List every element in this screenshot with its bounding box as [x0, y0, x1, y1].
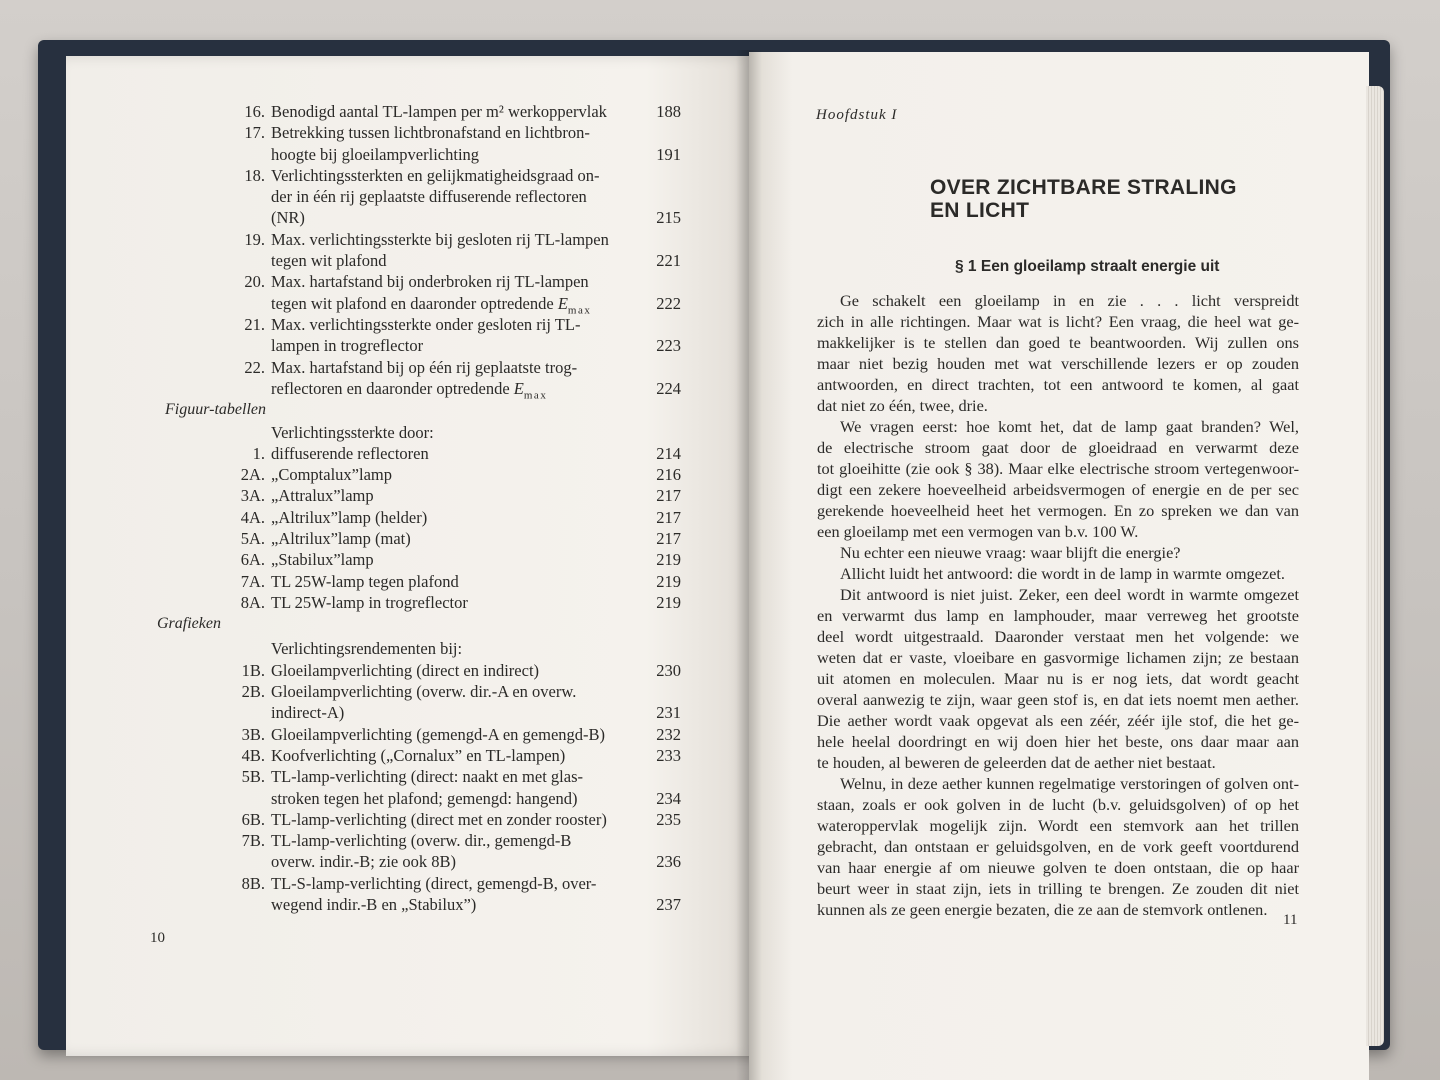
- toc-entry-text: Gloeilampverlichting (gemengd-A en gemengd-B): [271, 724, 606, 744]
- toc-entry-text: indirect-A): [271, 703, 345, 723]
- toc-entry-text: Max. verlichtingssterkte bij gesloten rij TL-lampen: [271, 229, 609, 249]
- chapter-title-line: EN LICHT: [930, 199, 1030, 222]
- toc-entry-page: 224: [656, 378, 681, 398]
- body-text-line: digt een zekere hoeveelheid arbeidsvermogen of energie en de per sec: [817, 480, 1299, 499]
- page-number-right: 11: [1283, 912, 1298, 928]
- toc-entry-text: overw. indir.-B; zie ook 8B): [271, 852, 456, 872]
- toc-entry-text: Max. verlichtingssterkte onder gesloten rij TL-: [271, 315, 581, 334]
- toc-entry-page: 223: [656, 336, 681, 356]
- body-text-line: Die aether wordt vaak opgevat als een zéér, zéér ijle stof, die het ge-: [817, 711, 1299, 730]
- toc-entry-number: 7A.: [240, 571, 265, 591]
- toc-entry-number: 19.: [244, 229, 265, 249]
- toc-entry-page: 233: [656, 746, 681, 765]
- toc-entry-text: der in één rij geplaatste diffuserende reflectoren: [271, 187, 587, 207]
- toc-entry-number: 21.: [244, 315, 265, 334]
- toc-entry-text: hoogte bij gloeilampverlichting: [271, 144, 480, 164]
- body-text-line: van haar energie af om nieuwe golven te doen ontstaan, die op haar: [817, 858, 1299, 877]
- body-text-line: wateroppervlak mogelijk zijn. Wordt een stemvork aan het trillen: [817, 816, 1299, 835]
- toc-entry-text: TL-lamp-verlichting (overw. dir., gemengd-B: [271, 831, 572, 851]
- body-text-line: antwoorden, en direct trachten, tot een antwoord te komen, al gaat: [817, 375, 1299, 394]
- toc-entry-number: 5A.: [240, 529, 265, 548]
- toc-entry-page: 230: [656, 660, 681, 680]
- body-text-line: gebracht, dan ontstaan er geluidsgolven, en de vork geeft voortdurend: [817, 837, 1299, 856]
- book-gutter: [736, 50, 762, 1080]
- toc-entry-number: 8A.: [240, 592, 265, 612]
- toc-entry-text: lampen in trogreflector: [271, 336, 424, 356]
- page-number-left: 10: [150, 930, 165, 946]
- toc-entry-page: 237: [656, 895, 681, 915]
- toc-entry-text: tegen wit plafond en daaronder optredende $E_{max}$: [271, 293, 592, 316]
- toc-entry-number: 22.: [244, 357, 265, 377]
- body-text-line: beurt weer in staat zijn, iets in trilling te brengen. Ze zouden dit niet: [817, 879, 1299, 898]
- toc-entry-page: 215: [656, 208, 681, 228]
- toc-entry-page: 221: [656, 251, 681, 271]
- body-text-line: maar niet bezig houden met wat verschillende lezers er op zouden: [817, 354, 1299, 373]
- toc-entry-number: 16.: [244, 102, 265, 121]
- body-text-line: de electrische stroom gaat door de gloeidraad en verwarmt deze: [817, 438, 1299, 457]
- body-text-line: Welnu, in deze aether kunnen regelmatige verstoringen of golven ont-: [840, 774, 1299, 793]
- toc-entry-text: reflectoren en daaronder optredende $E_{max}$: [271, 378, 548, 402]
- running-head: Hoofdstuk I: [816, 107, 898, 123]
- graphs-intro: Verlichtingsrendementen bij:: [271, 638, 463, 658]
- toc-entry-text: wegend indir.-B en „Stabilux”): [271, 895, 477, 915]
- toc-entry-number: 6A.: [240, 550, 265, 570]
- toc-entry-text: Verlichtingssterkten en gelijkmatigheidsgraad on-: [271, 165, 600, 185]
- body-text-line: uit atomen en moleculen. Maar nu is er nog iets, dat wordt geacht: [817, 669, 1299, 688]
- page-edges: [1366, 86, 1384, 1046]
- toc-entry-text: Max. hartafstand bij op één rij geplaatste trog-: [271, 357, 578, 377]
- body-text-line: Dit antwoord is niet juist. Zeker, een deel wordt in warmte omgezet: [840, 585, 1299, 604]
- body-text-line: Ge schakelt een gloeilamp in en zie . . . licht verspreidt: [840, 291, 1299, 310]
- toc-entry-page: 217: [656, 486, 681, 506]
- toc-entry-text: „Comptalux”lamp: [271, 465, 392, 485]
- body-text-line: te houden, al beweren de geleerden dat de aether niet bestaat.: [817, 753, 1216, 772]
- toc-entry-page: 231: [656, 703, 681, 723]
- toc-entry-number: 1B.: [241, 660, 265, 680]
- toc-entry-text: tegen wit plafond: [271, 251, 387, 271]
- toc-entry-page: 188: [656, 102, 681, 121]
- chapter-title-line: OVER ZICHTBARE STRALING: [930, 176, 1237, 199]
- toc-entry-page: 232: [656, 724, 681, 744]
- toc-entry-text: Gloeilampverlichting (direct en indirect): [271, 660, 540, 680]
- toc-entry-text: „Altrilux”lamp (helder): [271, 507, 428, 527]
- body-text-line: tot gloeihitte (zie ook § 38). Maar elke electrische stroom vertegenwoor-: [817, 459, 1299, 478]
- toc-entry-page: 235: [656, 809, 681, 829]
- toc-entry-number: 3B.: [241, 724, 265, 744]
- toc-entry-number: 4B.: [241, 746, 265, 765]
- body-text-line: staan, zoals er ook golven in de lucht (b.v. geluidsgolven) of op het: [817, 795, 1299, 814]
- toc-entry-text: „Attralux”lamp: [271, 486, 374, 506]
- toc-entry-page: 217: [656, 529, 681, 548]
- toc-entry-page: 234: [656, 788, 681, 808]
- toc-entry-page: 219: [656, 550, 681, 570]
- toc-entry-text: TL-lamp-verlichting (direct met en zonder rooster): [271, 809, 607, 829]
- toc-entry-text: „Altrilux”lamp (mat): [271, 529, 411, 548]
- toc-entry-text: (NR): [271, 208, 305, 228]
- toc-entry-number: 2A.: [240, 465, 265, 485]
- toc-entry-page: 236: [656, 852, 681, 872]
- toc-entry-text: Gloeilampverlichting (overw. dir.-A en overw.: [271, 682, 577, 702]
- body-text-line: deel wordt uitgestraald. Daaronder verstaat men het volgende: we: [817, 627, 1299, 646]
- toc-entry-number: 1.: [252, 443, 265, 463]
- toc-entry-number: 8B.: [241, 873, 265, 893]
- toc-entry-number: 18.: [244, 165, 265, 185]
- toc-entry-text: TL-lamp-verlichting (direct: naakt en met glas-: [271, 767, 584, 787]
- body-text-line: hele heelal doordringt en wij doen hier het beste, ons daar maar aan: [817, 732, 1299, 751]
- body-text-line: overal aanwezig te zijn, waar geen stof is, en dat iets noemt men aether.: [817, 690, 1299, 709]
- toc-entry-page: 217: [656, 507, 681, 527]
- toc-entry-text: Betrekking tussen lichtbronafstand en lichtbron-: [271, 123, 590, 143]
- body-text-line: makkelijker is te stellen dan goed te beantwoorden. Wij zullen ons: [817, 333, 1299, 352]
- toc-entry-text: Benodigd aantal TL-lampen per m² werkoppervlak: [271, 102, 607, 121]
- toc-entry-page: 216: [656, 465, 681, 485]
- body-text-line: dat niet zo één, twee, drie.: [817, 396, 988, 415]
- toc-entry-page: 219: [656, 571, 681, 591]
- toc-entry-number: 5B.: [241, 767, 265, 787]
- toc-entry-text: „Stabilux”lamp: [271, 550, 374, 570]
- toc-entry-number: 6B.: [241, 809, 265, 829]
- toc-entry-text: Koofverlichting („Cornalux” en TL-lampen): [271, 746, 566, 765]
- toc-entry-text: TL 25W-lamp in trogreflector: [271, 592, 468, 612]
- figure-tables-label: Figuur-tabellen: [165, 401, 266, 419]
- toc-entry-number: 17.: [244, 123, 265, 143]
- toc-entry-text: stroken tegen het plafond; gemengd: hangend): [271, 788, 578, 808]
- toc-entry-page: 219: [656, 592, 681, 612]
- body-text-line: gerekende hoeveelheid heet het vermogen. En zo spreken we dan van: [817, 501, 1299, 520]
- body-text-line: weten dat er vaste, vloeibare en gasvormige lichamen zijn; ze bestaan: [817, 648, 1299, 667]
- body-text-line: een gloeilamp met een vermogen van b.v. 100 W.: [817, 522, 1139, 541]
- graphs-label: Grafieken: [157, 615, 221, 633]
- figure-tables-intro: Verlichtingssterkte door:: [271, 422, 434, 442]
- body-text-line: We vragen eerst: hoe komt het, dat de lamp gaat branden? Wel,: [840, 417, 1299, 436]
- toc-entry-number: 4A.: [240, 507, 265, 527]
- section-heading: § 1 Een gloeilamp straalt energie uit: [955, 258, 1220, 275]
- body-text-line: kunnen als ze geen energie bezaten, die ze aan de stemvork ontlenen.: [817, 900, 1268, 919]
- toc-entry-page: 222: [656, 293, 681, 313]
- toc-entry-number: 3A.: [240, 486, 265, 506]
- body-text-line: zich in alle richtingen. Maar wat is licht? Een vraag, die heel wat ge-: [817, 312, 1299, 331]
- toc-entry-text: diffuserende reflectoren: [271, 443, 429, 463]
- toc-entry-text: Max. hartafstand bij onderbroken rij TL-lampen: [271, 272, 589, 292]
- chapter-title: [930, 176, 1270, 222]
- toc-entry-text: TL-S-lamp-verlichting (direct, gemengd-B, over-: [271, 873, 597, 893]
- body-text-line: Allicht luidt het antwoord: die wordt in de lamp in warmte omgezet.: [840, 564, 1285, 583]
- toc-entry-number: 20.: [244, 272, 265, 292]
- toc-entry-text: TL 25W-lamp tegen plafond: [271, 571, 459, 591]
- body-text-line: en verwarmt dus lamp en lamphouder, maar verreweg het grootste: [817, 606, 1299, 625]
- toc-entry-page: 214: [656, 443, 681, 463]
- body-text-line: Nu echter een nieuwe vraag: waar blijft die energie?: [840, 543, 1181, 562]
- toc-entry-page: 191: [656, 144, 681, 164]
- toc-entry-number: 2B.: [241, 682, 265, 702]
- toc-entry-number: 7B.: [241, 831, 265, 851]
